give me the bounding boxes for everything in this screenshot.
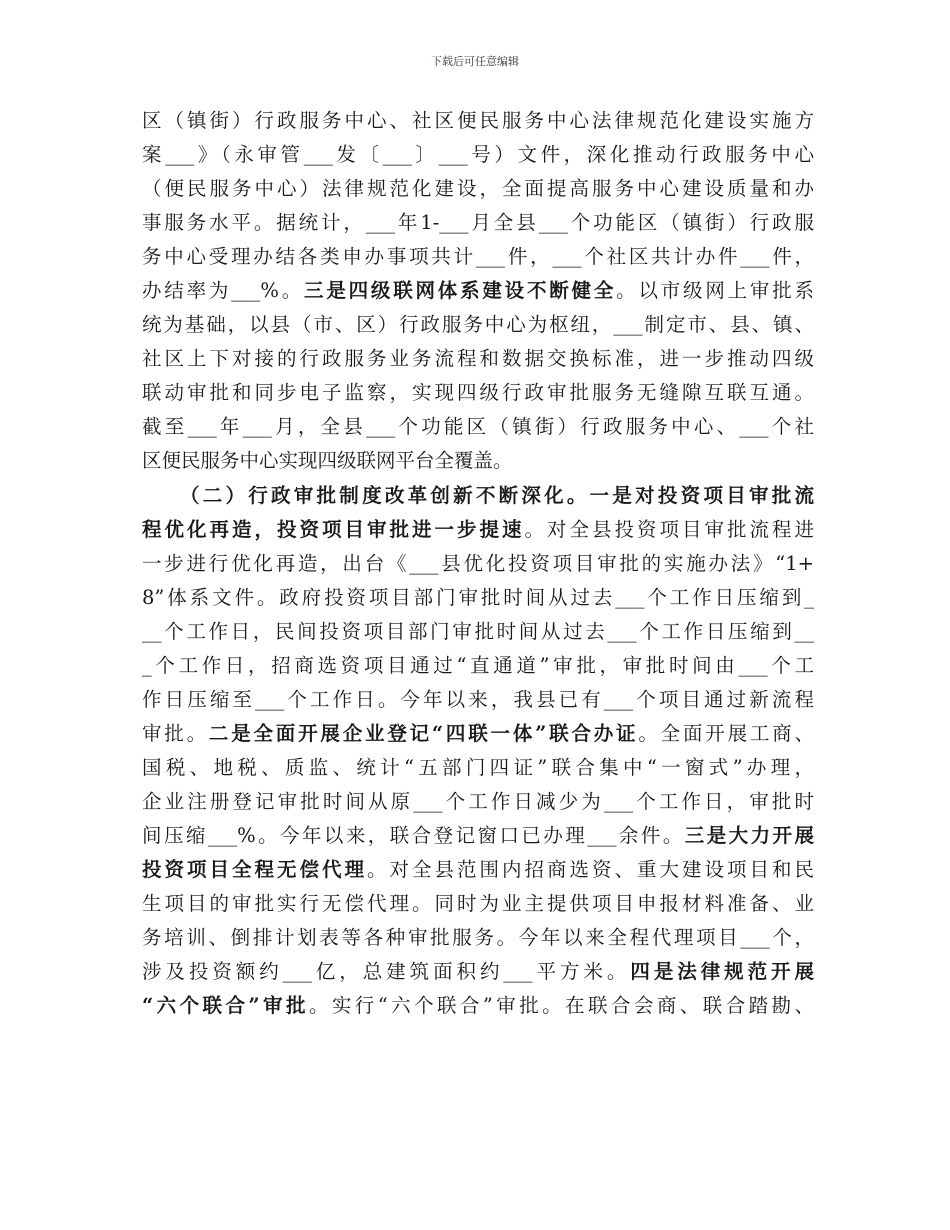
text-line (142, 581, 814, 615)
text-line (142, 853, 814, 887)
text-segment: 区（镇街）行政服务中心、社区便民服务中心法律规范化建设实施方 (142, 109, 814, 132)
text-segment: 一步进行优化再造，出台《___县优化投资项目审批的实施办法》“1+ (142, 551, 814, 575)
text-segment: 案___》（永审管___发〔___〕___号）文件，深化推动行政服务中心 (142, 143, 814, 167)
text-line (142, 240, 814, 274)
text-line (142, 819, 814, 853)
text-segment: 间压缩___%。今年以来，联合登记窗口已办理___余件。 (142, 823, 685, 847)
text-segment: 。对全县范围内招商选资、重大建设项目和民 (367, 858, 814, 882)
text-segment: 企业注册登记审批时间从原___个工作日减少为___个工作日，审批时 (142, 789, 814, 813)
text-segment: 。对全县投资项目审批流程进 (524, 517, 814, 541)
text-segment: 。以市级网上审批系 (616, 279, 814, 303)
bold-text-segment: 二是全面开展企业登记“四联一体”联合办证 (208, 721, 639, 745)
text-line (142, 172, 814, 206)
text-segment: 8”体系文件。政府投资项目部门审批时间从过去___个工作日压缩到_ (142, 585, 814, 609)
text-segment: 。全面开展工商、 (638, 721, 814, 745)
text-line (142, 104, 814, 138)
text-line (142, 615, 814, 649)
bold-text-segment: （二）行政审批制度改革创新不断深化。一是对投资项目审批流 (180, 483, 814, 507)
text-line (142, 206, 814, 240)
text-line (142, 513, 814, 547)
text-line (142, 649, 814, 683)
text-segment: 涉及投资额约___亿，总建筑面积约___平方米。 (142, 960, 631, 984)
text-line (142, 785, 814, 819)
text-segment: _个工作日，招商选资项目通过“直通道”审批，审批时间由___个工 (142, 653, 814, 677)
text-segment: 社区上下对接的行政服务业务流程和数据交换标准，进一步推动四级 (142, 347, 814, 371)
text-segment: 作日压缩至___个工作日。今年以来，我县已有___个项目通过新流程 (142, 687, 814, 711)
text-line (142, 989, 814, 1023)
text-segment: 务培训、倒排计划表等各种审批服务。今年以来全程代理项目___个， (142, 926, 814, 950)
text-segment: 联动审批和同步电子监察，实现四级行政审批服务无缝隙互联互通。 (142, 381, 814, 405)
text-segment: __个工作日，民间投资项目部门审批时间从过去___个工作日压缩到__ (142, 619, 814, 643)
text-segment: 区便民服务中心实现四级联网平台全覆盖。 (142, 449, 513, 473)
text-segment: 统为基础，以县（市、区）行政服务中心为枢纽，___制定市、县、镇、 (142, 313, 814, 337)
bold-text-segment: 四是法律规范开展 (630, 960, 814, 984)
text-line (142, 683, 814, 717)
text-line (142, 376, 814, 410)
text-line (142, 717, 814, 751)
bold-text-segment: “六个联合”审批 (142, 994, 309, 1018)
text-line (142, 274, 814, 308)
text-line (142, 444, 814, 478)
text-segment: （便民服务中心）法律规范化建设，全面提高服务中心建设质量和办 (142, 177, 814, 201)
text-line (142, 138, 814, 172)
bold-text-segment: 三是大力开展 (684, 823, 814, 847)
text-segment: 务中心受理办结各类申办事项共计___件，___个社区共计办件___件， (142, 245, 814, 269)
text-line (142, 887, 814, 921)
bold-text-segment: 投资项目全程无偿代理 (142, 858, 367, 882)
text-segment: 。实行“六个联合”审批。在联合会商、联合踏勘、 (308, 994, 814, 1018)
text-line (142, 479, 814, 513)
text-segment: 生项目的审批实行无偿代理。同时为业主提供项目申报材料准备、业 (142, 892, 814, 916)
text-line (142, 955, 814, 989)
bold-text-segment: 程优化再造，投资项目审批进一步提速 (142, 517, 525, 541)
text-line (142, 308, 814, 342)
text-line (142, 547, 814, 581)
text-segment: 事服务水平。据统计，___年1-___月全县___个功能区（镇街）行政服 (142, 211, 814, 235)
text-line (142, 342, 814, 376)
body-text (142, 104, 814, 1023)
text-line (142, 921, 814, 955)
text-line (142, 751, 814, 785)
text-segment: 国税、地税、质监、统计“五部门四证”联合集中“一窗式”办理， (142, 755, 814, 779)
text-segment: 办结率为___%。 (142, 279, 305, 303)
text-segment: 审批。 (142, 721, 209, 745)
text-line (142, 410, 814, 444)
page-header: 下载后可任意编辑 (431, 55, 519, 68)
text-segment: 截至___年___月，全县___个功能区（镇街）行政服务中心、___个社 (142, 415, 814, 439)
bold-text-segment: 三是四级联网体系建设不断健全 (304, 279, 617, 303)
